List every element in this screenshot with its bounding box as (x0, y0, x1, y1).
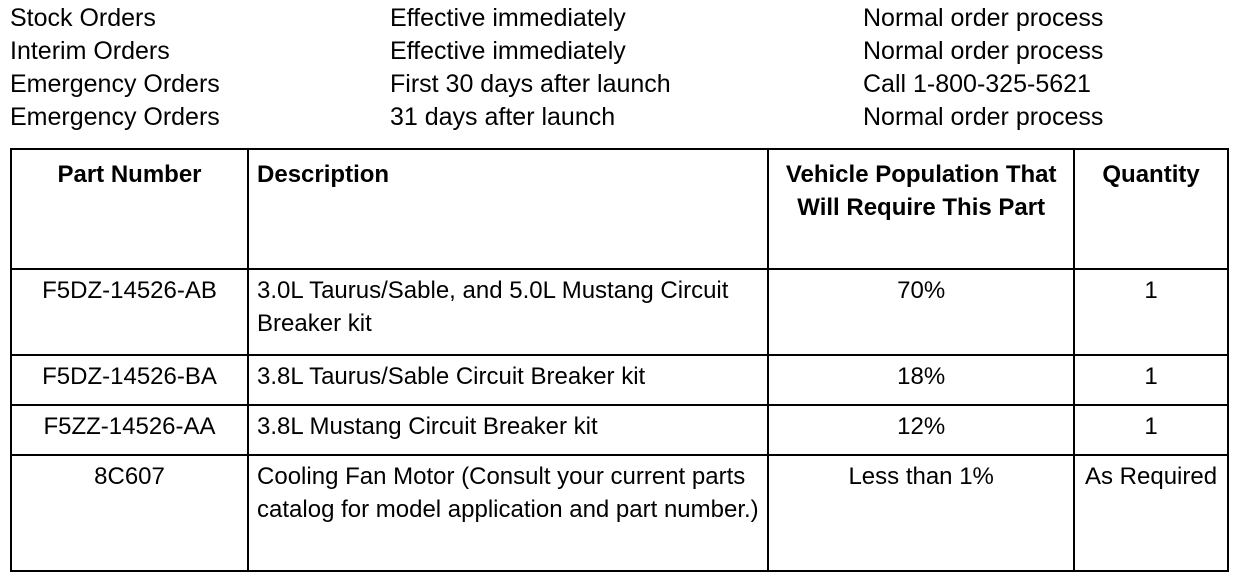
parts-table (10, 148, 1229, 572)
cell-part-number: F5ZZ-14526-AA (11, 405, 248, 455)
order-timing: First 30 days after launch (390, 70, 671, 98)
order-row-emergency-later (10, 101, 1240, 134)
cell-description: 3.8L Mustang Circuit Breaker kit (248, 405, 768, 455)
table-row (11, 355, 1228, 405)
order-timing: 31 days after launch (390, 103, 616, 131)
cell-quantity: 1 (1074, 355, 1228, 405)
order-process: Normal order process (863, 37, 1104, 65)
cell-quantity: As Required (1074, 455, 1228, 571)
table-header-row (11, 149, 1228, 269)
order-type: Stock Orders (10, 4, 156, 32)
cell-quantity: 1 (1074, 405, 1228, 455)
order-timing: Effective immediately (390, 4, 626, 32)
order-process: Normal order process (863, 103, 1104, 131)
table-row (11, 455, 1228, 571)
order-row-emergency-first (10, 68, 1240, 101)
cell-description: 3.0L Taurus/Sable, and 5.0L Mustang Circuit Breaker kit (248, 269, 768, 355)
cell-population: 12% (768, 405, 1074, 455)
header-vehicle-population: Vehicle Population That Will Require This Part (768, 149, 1074, 269)
cell-part-number: 8C607 (11, 455, 248, 571)
cell-description: Cooling Fan Motor (Consult your current parts catalog for model application and part number.) (248, 455, 768, 571)
order-timing: Effective immediately (390, 37, 626, 65)
cell-population: 70% (768, 269, 1074, 355)
header-quantity: Quantity (1074, 149, 1228, 269)
header-part-number: Part Number (11, 149, 248, 269)
cell-quantity: 1 (1074, 269, 1228, 355)
order-type: Emergency Orders (10, 70, 220, 98)
cell-description: 3.8L Taurus/Sable Circuit Breaker kit (248, 355, 768, 405)
order-row-interim (10, 35, 1240, 68)
cell-population: Less than 1% (768, 455, 1074, 571)
header-description: Description (248, 149, 768, 269)
order-type: Interim Orders (10, 37, 170, 65)
table-row (11, 405, 1228, 455)
order-row-stock (10, 2, 1240, 35)
order-process: Normal order process (863, 4, 1104, 32)
order-process: Call 1-800-325-5621 (863, 70, 1091, 98)
order-type: Emergency Orders (10, 103, 220, 131)
order-info-list (10, 2, 1240, 134)
cell-part-number: F5DZ-14526-BA (11, 355, 248, 405)
cell-part-number: F5DZ-14526-AB (11, 269, 248, 355)
table-row (11, 269, 1228, 355)
cell-population: 18% (768, 355, 1074, 405)
